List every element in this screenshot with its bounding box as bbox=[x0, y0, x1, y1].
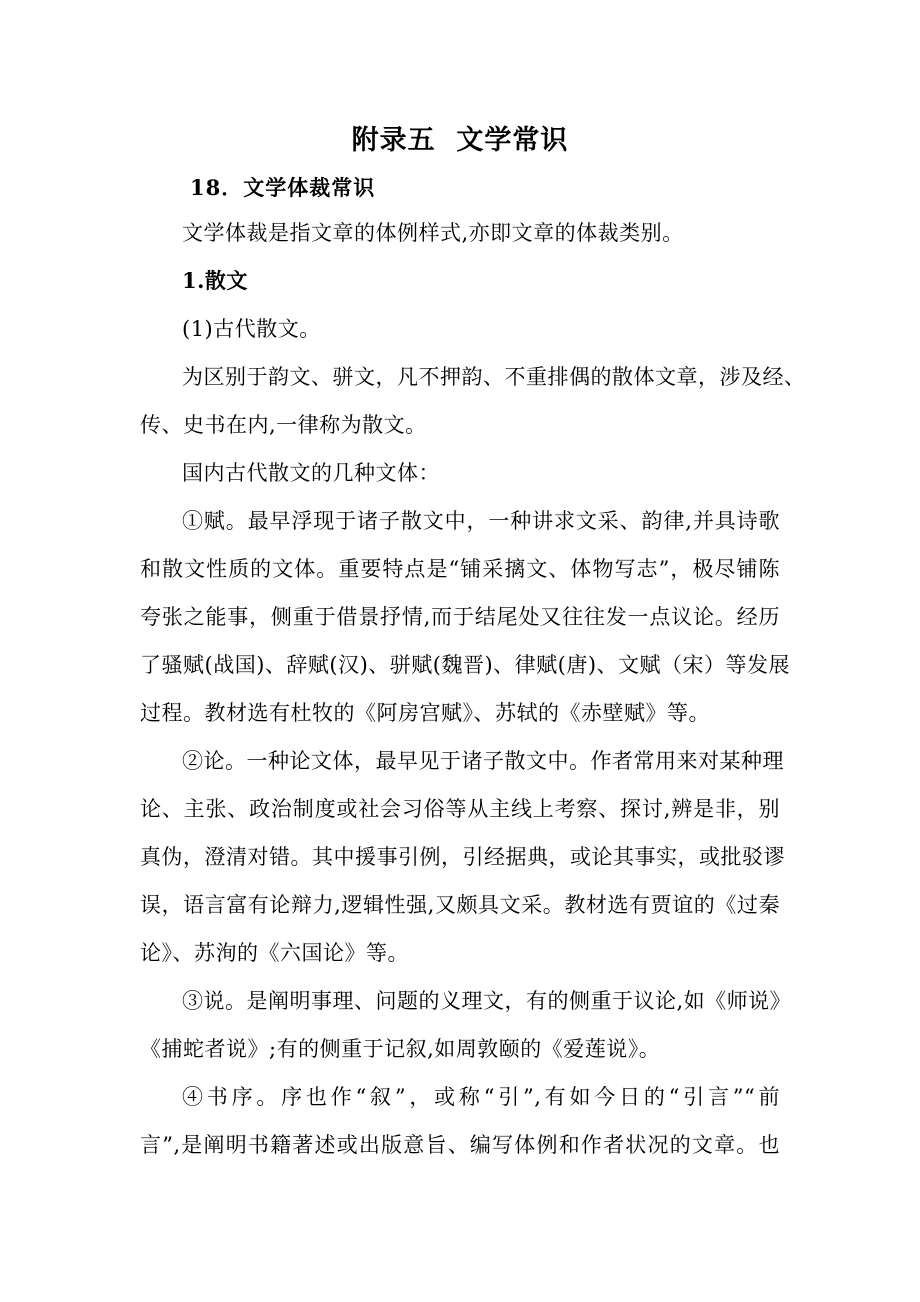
paragraph-line: 夸张之能事，侧重于借景抒情,而于结尾处又往往发一点议论。经历 bbox=[140, 605, 780, 629]
paragraph-line: 和散文性质的文体。重要特点是“铺采摛文、体物写志”，极尽铺陈 bbox=[140, 557, 780, 581]
paragraph-line: 论、主张、政治制度或社会习俗等从主线上考察、探讨,辨是非，别 bbox=[140, 797, 780, 821]
subsection-heading-ancient-prose: (1)古代散文。 bbox=[182, 317, 321, 341]
subsection-heading: 1.散文 bbox=[182, 268, 248, 293]
paragraph-line: 过程。教材选有杜牧的《阿房宫赋》、苏轼的《赤壁赋》等。 bbox=[140, 701, 710, 725]
paragraph-line: 国内古代散文的几种文体： bbox=[182, 461, 440, 485]
page-title: 附录五 文学常识 bbox=[351, 125, 569, 156]
paragraph-line: 《捕蛇者说》;有的侧重于记叙,如周敦颐的《爱莲说》。 bbox=[140, 1037, 661, 1061]
paragraph-line: 论》、苏洵的《六国论》等。 bbox=[140, 941, 409, 965]
paragraph-line: ④书序。序也作“叙”，或称“引”,有如今日的“引言”“前 bbox=[182, 1085, 780, 1109]
paragraph-line: 为区别于韵文、骈文，凡不押韵、不重排偶的散体文章，涉及经、 bbox=[182, 365, 806, 389]
paragraph-line: ①赋。最早浮现于诸子散文中，一种讲求文采、韵律,并具诗歌 bbox=[182, 509, 780, 533]
paragraph-line: ②论。一种论文体，最早见于诸子散文中。作者常用来对某种理 bbox=[182, 749, 784, 773]
section-heading: 18．文学体裁常识 bbox=[190, 175, 376, 200]
paragraph-line: 文学体裁是指文章的体例样式,亦即文章的体裁类别。 bbox=[182, 221, 684, 245]
paragraph-line: 真伪，澄清对错。其中援事引例，引经据典，或论其事实，或批驳谬 bbox=[140, 845, 785, 869]
paragraph-line: 传、史书在内,一律称为散文。 bbox=[140, 413, 427, 437]
paragraph-line: 了骚赋(战国)、辞赋(汉)、骈赋(魏晋)、律赋(唐)、文赋（宋）等发展 bbox=[140, 653, 791, 677]
paragraph-line: ③说。是阐明事理、问题的义理文，有的侧重于议论,如《师说》 bbox=[182, 989, 792, 1013]
paragraph-line: 误，语言富有论辩力,逻辑性强,又颇具文采。教材选有贾谊的《过秦 bbox=[140, 893, 780, 917]
paragraph-line: 言”,是阐明书籍著述或出版意旨、编写体例和作者状况的文章。也 bbox=[140, 1133, 780, 1157]
